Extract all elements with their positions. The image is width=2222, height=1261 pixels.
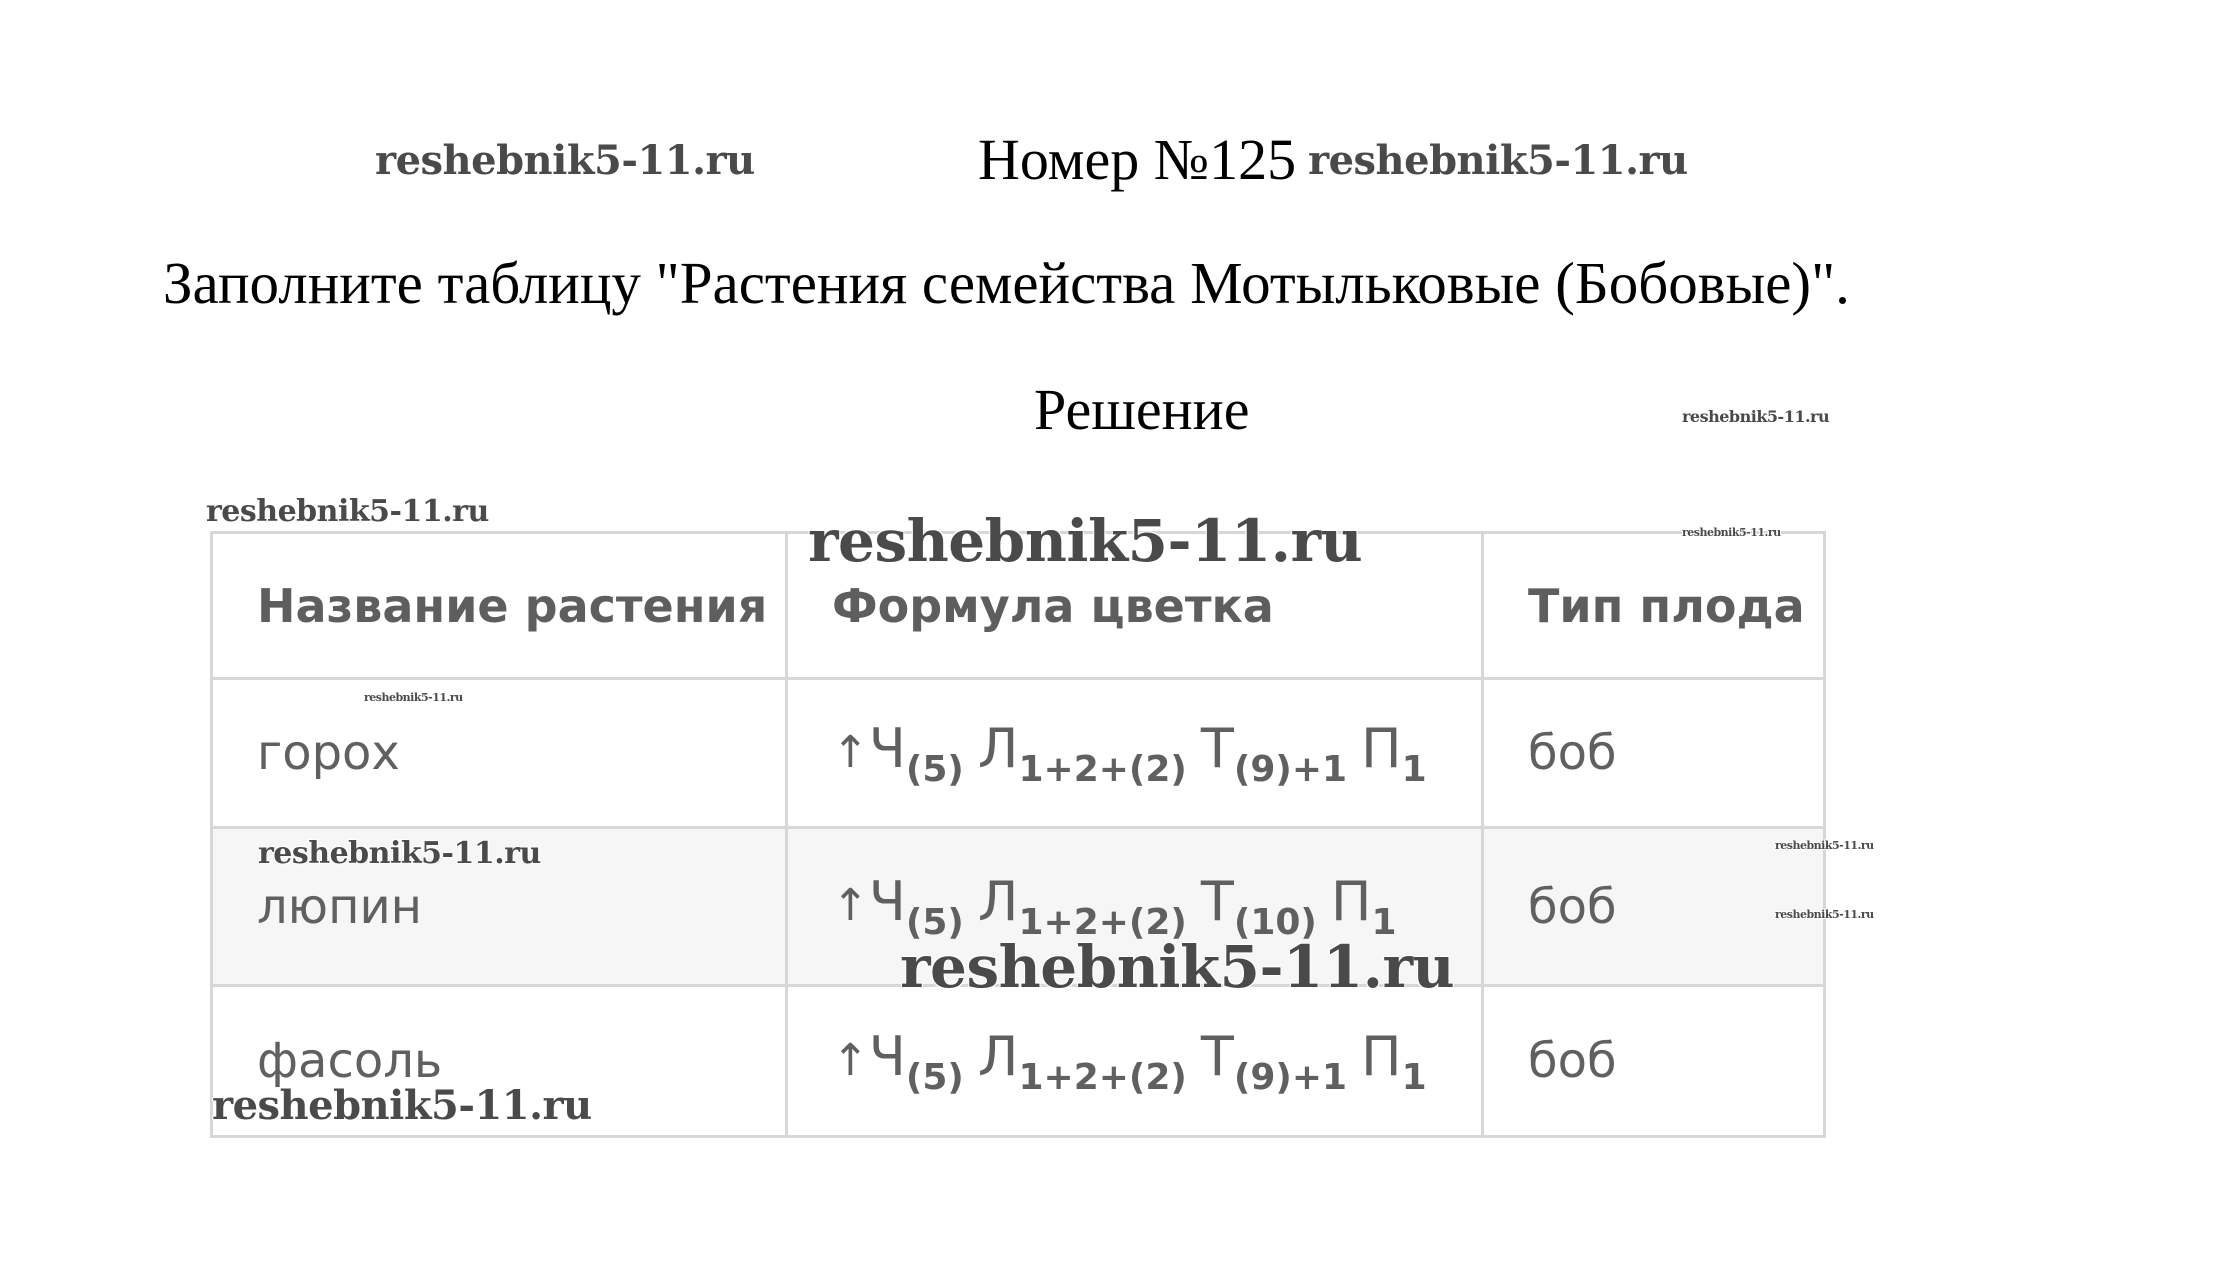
solution-heading: Решение	[1034, 377, 1250, 442]
watermark: reshebnik5-11.ru	[206, 494, 489, 529]
fruit-type: боб	[1481, 987, 1823, 1135]
watermark: reshebnik5-11.ru	[375, 137, 755, 184]
watermark: reshebnik5-11.ru	[364, 691, 463, 704]
plant-name: фасоль	[257, 1033, 443, 1089]
plant-name: люпин	[257, 878, 423, 935]
plant-name: горох	[257, 725, 400, 781]
flower-formula: $↑Ч_{(5)}$ $Л_{1+2+(2)}$ $Т_{(9)+1}$ $П_1$	[785, 680, 1481, 826]
task-text: Заполните таблицу "Растения семейства Мотыльковые (Бобовые)".	[163, 250, 1850, 316]
flower-formula: $↑Ч_{(5)}$ $Л_{1+2+(2)}$ $Т_{(9)+1}$ $П_1$	[785, 987, 1481, 1135]
watermark: reshebnik5-11.ru	[1308, 137, 1688, 184]
header-flower-formula: Формула цветка	[785, 534, 1481, 677]
watermark: reshebnik5-11.ru	[900, 933, 1455, 1001]
watermark: reshebnik5-11.ru	[1775, 839, 1874, 852]
watermark: reshebnik5-11.ru	[258, 836, 541, 871]
page-title: Номер №125	[978, 127, 1297, 192]
watermark: reshebnik5-11.ru	[212, 1082, 592, 1129]
fruit-type: боб	[1481, 680, 1823, 826]
watermark: reshebnik5-11.ru	[1775, 908, 1874, 921]
watermark: reshebnik5-11.ru	[1682, 407, 1830, 426]
flower-formula: $↑Ч_{(5)}$ $Л_{1+2+(2)}$ $Т_{(10)}$ $П_1$	[785, 829, 1481, 984]
watermark: reshebnik5-11.ru	[808, 507, 1363, 575]
watermark: reshebnik5-11.ru	[1682, 526, 1781, 539]
fruit-type: боб	[1481, 829, 1823, 984]
header-fruit-type: Тип плода	[1481, 534, 1823, 677]
plants-table	[210, 531, 1826, 1138]
header-plant-name: Название растения	[257, 578, 768, 633]
